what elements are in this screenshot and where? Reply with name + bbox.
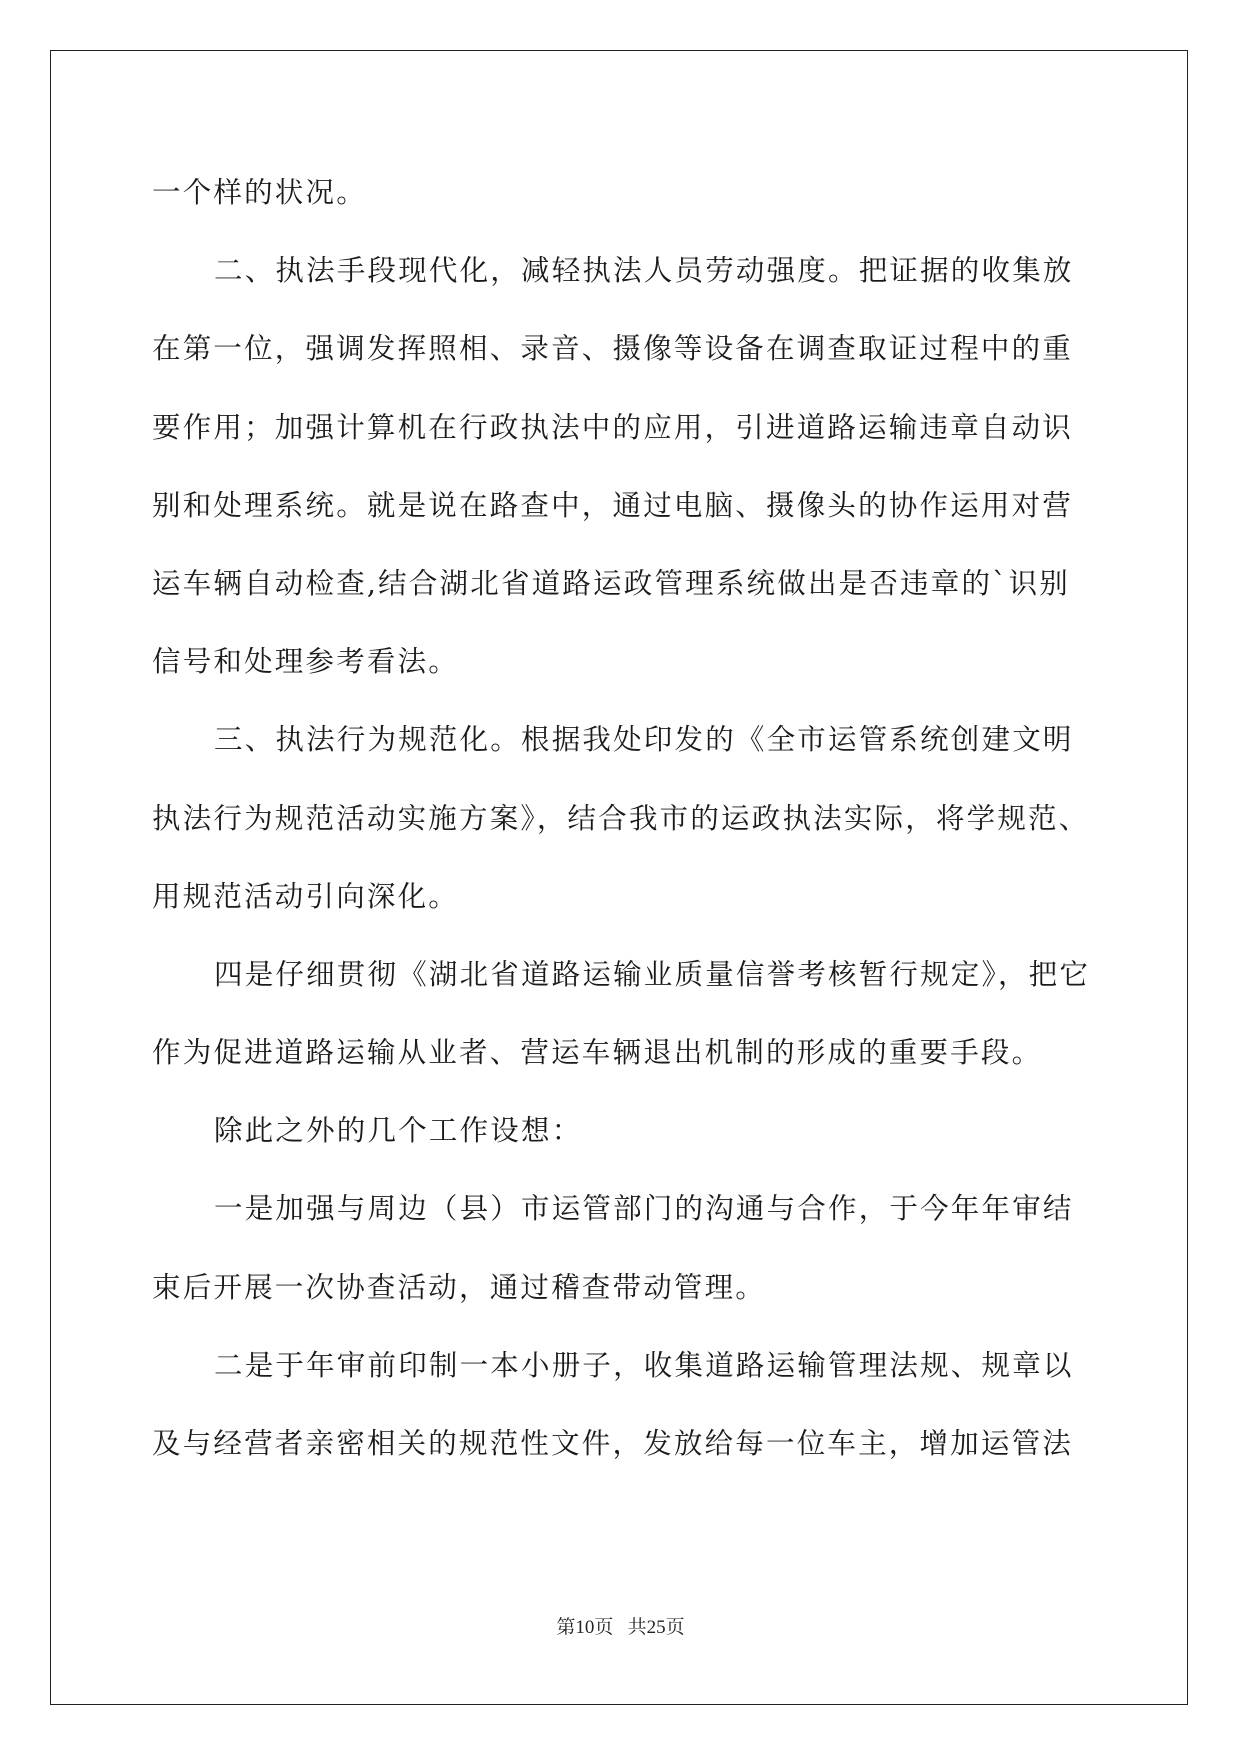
text-line: 二、执法手段现代化，减轻执法人员劳动强度。把证据的收集放: [214, 254, 1074, 288]
text-line: 一是加强与周边（县）市运管部门的沟通与合作，于今年年审结: [214, 1192, 1074, 1226]
text-line: 除此之外的几个工作设想：: [214, 1114, 583, 1148]
footer-separator: [613, 1617, 627, 1638]
page-number: 第10页: [556, 1617, 614, 1638]
text-line: 二是于年审前印制一本小册子，收集道路运输管理法规、规章以: [214, 1348, 1074, 1382]
text-line: 一个样的状况。: [152, 176, 367, 209]
text-line: 四是仔细贯彻《湖北省道路运输业质量信誉考核暂行规定》，把它: [214, 957, 1091, 991]
text-line: 信号和处理参考看法。: [152, 645, 460, 679]
text-line: 在第一位，强调发挥照相、录音、摄像等设备在调查取证过程中的重: [152, 332, 1074, 366]
page-total: 共25页: [627, 1617, 685, 1638]
text-line: 要作用；加强计算机在行政执法中的应用，引进道路运输违章自动识: [152, 410, 1074, 444]
document-body: [152, 154, 1092, 1483]
text-line: 及与经营者亲密相关的规范性文件，发放给每一位车主，增加运管法: [152, 1427, 1074, 1460]
text-line: 束后开展一次协查活动，通过稽查带动管理。: [152, 1270, 767, 1304]
text-line: 运车辆自动检查,结合湖北省道路运政管理系统做出是否违章的`识别: [152, 566, 1071, 600]
text-line: 别和处理系统。就是说在路查中，通过电脑、摄像头的协作运用对营: [152, 488, 1074, 522]
text-line: 用规范活动引向深化。: [152, 879, 460, 913]
text-line: 执法行为规范活动实施方案》，结合我市的运政执法实际，将学规范、: [152, 801, 1090, 835]
page-footer: [0, 1612, 1241, 1639]
text-line: 作为促进道路运输从业者、营运车辆退出机制的形成的重要手段。: [152, 1036, 1043, 1070]
text-line: 三、执法行为规范化。根据我处印发的《全市运管系统创建文明: [214, 723, 1074, 757]
